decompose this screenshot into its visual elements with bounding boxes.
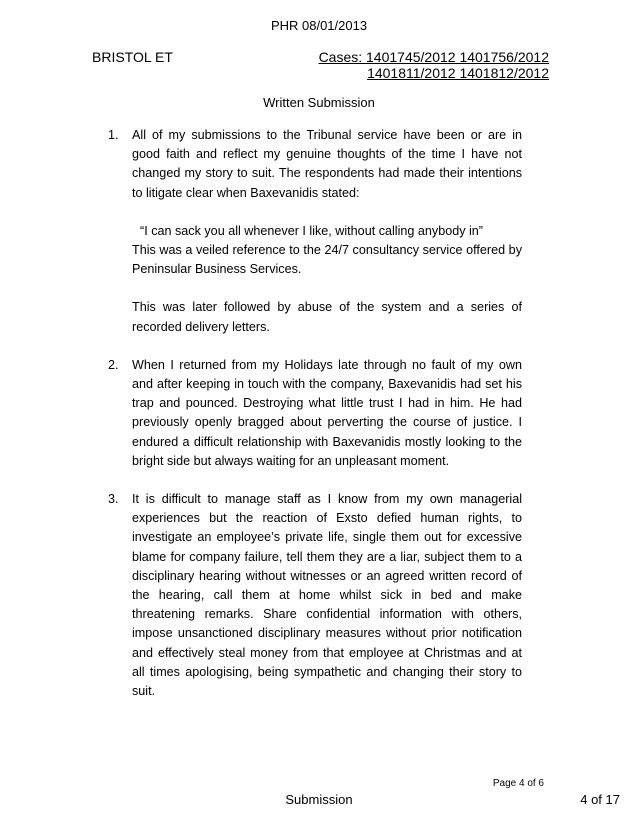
case-numbers-line-2: 1401811/2012 1401812/2012 — [367, 65, 549, 81]
item-paragraph: All of my submissions to the Tribunal service have been or are in good faith and reflect my genuine thoughts of the time I have not changed my story to suit. The respondents had made their intentions to litigate clear when Baxevanidis stated: — [132, 128, 522, 200]
submission-list — [108, 126, 522, 701]
document-title: Written Submission — [263, 95, 375, 110]
header-tribunal: BRISTOL ET — [92, 49, 173, 65]
item-number: 1. — [108, 128, 119, 142]
item-number: 2. — [108, 357, 119, 372]
page-indicator: Page 4 of 6 — [492, 778, 544, 789]
header-case-numbers — [319, 49, 549, 81]
item-paragraph: When I returned from my Holidays late through no fault of my own and after keeping in touch with the company, Baxevanidis had set his trap and pounced. Destroying what little trust I had in him. He had previously openly bragged about perverting the course of justice. I endured a difficult relationship with Baxevanidis mostly looking to the bright side but always waiting for an unpleasant moment. — [132, 357, 522, 468]
header-reference: PHR 08/01/2013 — [270, 18, 368, 33]
item-number: 3. — [108, 492, 119, 507]
item-paragraph: This was later followed by abuse of the system and a series of recorded delivery letters. — [132, 300, 522, 334]
list-item — [108, 126, 522, 337]
case-numbers-line-1: Cases: 1401745/2012 1401756/2012 — [318, 49, 549, 65]
submission-body — [108, 126, 522, 720]
list-item — [108, 490, 522, 701]
footer-page-count: 4 of 17 — [580, 792, 620, 807]
item-paragraph: This was a veiled reference to the 24/7 consultancy service offered by Peninsular Business Services. — [132, 243, 522, 277]
list-item — [108, 356, 522, 471]
footer-label: Submission — [285, 792, 353, 807]
item-quote: “I can sack you all whenever I like, without calling anybody in” — [140, 223, 484, 238]
item-paragraph: It is difficult to manage staff as I know from my own managerial experiences but the reaction of Exsto defied human rights, to investigate an employee’s private life, single them out for excessive blame for company failure, tell them they are a liar, subject them to a disciplinary hearing without witnesses or an agreed written record of the hearing, call them at home whilst sick in bed and make threatening remarks. Share confidential information with others, impose unsanctioned disciplinary measures without prior notification and effectively steal money from that employee at Christmas and at all times apologising, being sympathetic and changing their story to suit. — [132, 492, 522, 699]
